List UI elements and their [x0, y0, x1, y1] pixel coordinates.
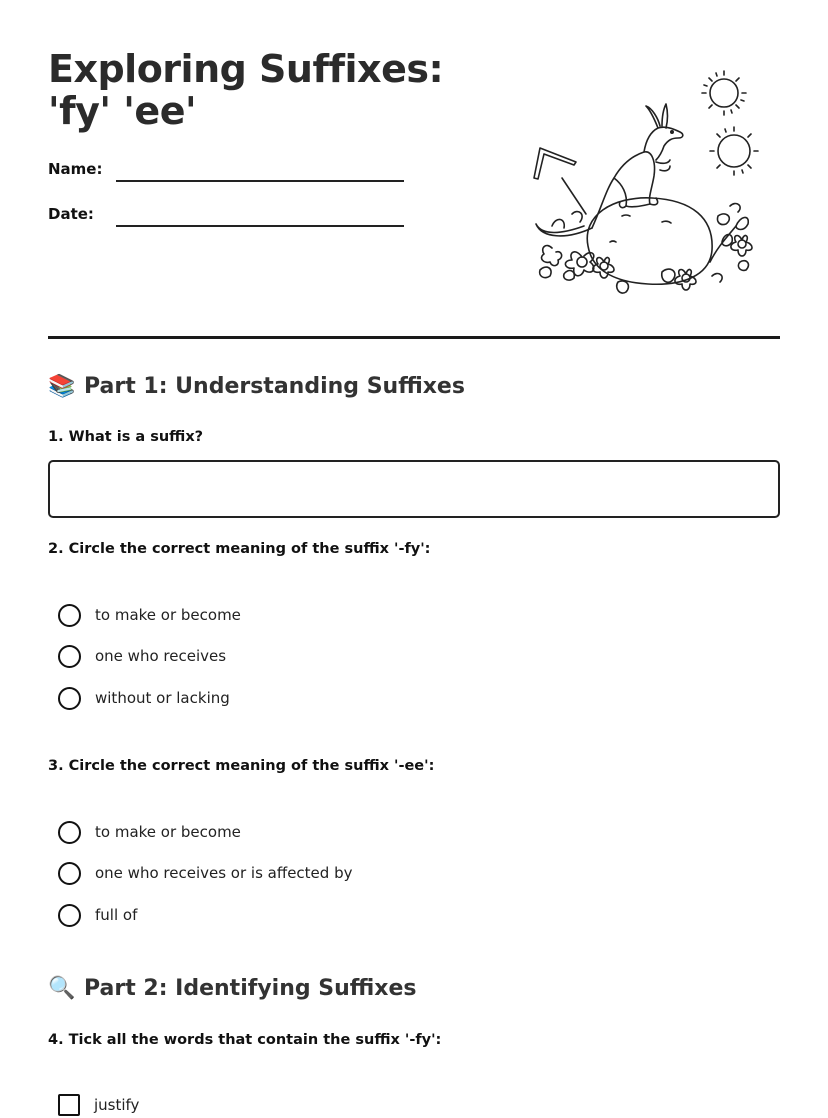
kangaroo-icon	[536, 104, 683, 236]
boomerang-icon	[534, 148, 576, 179]
worksheet-title: Exploring Suffixes: 'fy' 'ee'	[48, 47, 444, 133]
option-label: one who receives	[95, 647, 227, 665]
option-label: justify	[94, 1096, 140, 1114]
question-3: 3. Circle the correct meaning of the suffix '-ee':	[48, 758, 435, 774]
date-field[interactable]	[48, 205, 408, 235]
question-4: 4. Tick all the words that contain the suffix '-fy':	[48, 1032, 442, 1048]
date-label: Date:	[48, 205, 94, 223]
option-label: without or lacking	[95, 689, 230, 707]
q2-option-2[interactable]	[58, 644, 226, 668]
radio-circle-icon[interactable]	[58, 604, 81, 627]
option-label: full of	[95, 906, 138, 924]
radio-circle-icon[interactable]	[58, 862, 81, 885]
question-2: 2. Circle the correct meaning of the suffix '-fy':	[48, 541, 431, 557]
sun-icon	[710, 127, 758, 175]
radio-circle-icon[interactable]	[58, 821, 81, 844]
question-1: 1. What is a suffix?	[48, 429, 204, 445]
part1-heading	[48, 374, 465, 399]
kangaroo-illustration	[522, 66, 768, 302]
option-label: one who receives or is affected by	[95, 864, 353, 882]
books-icon: 📚	[48, 374, 76, 399]
name-line[interactable]	[116, 180, 404, 182]
radio-circle-icon[interactable]	[58, 645, 81, 668]
suffix-definition-answer-box[interactable]	[48, 460, 780, 518]
header-divider	[48, 336, 780, 339]
flowers-decoration	[710, 204, 752, 282]
radio-circle-icon[interactable]	[58, 687, 81, 710]
q3-option-3[interactable]	[58, 903, 137, 927]
name-label: Name:	[48, 160, 103, 178]
checkbox-icon[interactable]	[58, 1094, 80, 1116]
flowers-decoration	[540, 212, 696, 294]
radio-circle-icon[interactable]	[58, 904, 81, 927]
sun-icon	[702, 71, 746, 115]
q3-option-1[interactable]	[58, 820, 241, 844]
option-label: to make or become	[95, 606, 241, 624]
q4-option-1[interactable]	[58, 1093, 139, 1117]
q2-option-3[interactable]	[58, 686, 230, 710]
q3-option-2[interactable]	[58, 861, 352, 885]
part1-heading-text: Part 1: Understanding Suffixes	[84, 374, 465, 399]
name-field[interactable]	[48, 160, 408, 190]
part2-heading-text: Part 2: Identifying Suffixes	[84, 976, 417, 1001]
date-line[interactable]	[116, 225, 404, 227]
option-label: to make or become	[95, 823, 241, 841]
rock-shape	[587, 198, 712, 284]
magnifying-glass-icon: 🔍	[48, 976, 76, 1001]
part2-heading	[48, 976, 417, 1001]
q2-option-1[interactable]	[58, 603, 241, 627]
